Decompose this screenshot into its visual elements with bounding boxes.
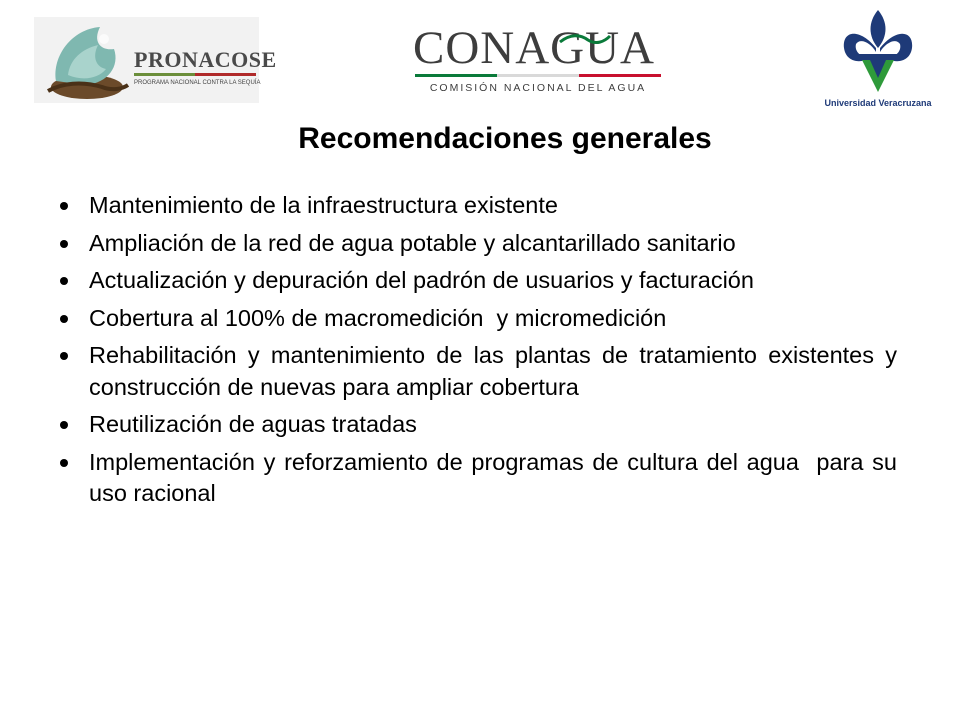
conagua-wave-icon: [558, 32, 612, 46]
list-item-text: Actualización y depuración del padrón de usuarios y facturación: [89, 267, 754, 293]
recommendations-list: [60, 190, 904, 516]
list-item-text: Implementación y reforzamiento de programas de cultura del agua para su uso racional: [89, 448, 904, 506]
bullet-icon: [60, 315, 68, 323]
uv-fleur-de-lis-icon: [840, 8, 916, 94]
conagua-color-bar: [415, 74, 661, 77]
pronacose-rule: [134, 73, 256, 76]
pronacose-logo: [34, 17, 277, 103]
list-item-text: Rehabilitación y mantenimiento de las plantas de tratamiento existentes y construcción de nuevas para ampliar cobertura: [89, 342, 897, 400]
uv-name: Universidad Veracruzana: [824, 98, 932, 108]
bullet-icon: [60, 240, 68, 248]
uv-logo: [818, 8, 938, 114]
list-item: [60, 303, 897, 335]
bullet-icon: [60, 277, 68, 285]
conagua-name: CONAGUA: [413, 22, 655, 74]
bullet-icon: [60, 421, 68, 429]
list-item: [60, 447, 904, 510]
bullet-icon: [60, 459, 68, 467]
pronacose-emblem-icon: [42, 21, 132, 101]
conagua-logo: [410, 22, 666, 100]
list-item: [60, 265, 897, 297]
bullet-icon: [60, 352, 68, 360]
list-item-text: Cobertura al 100% de macromedición y micromedición: [89, 304, 667, 331]
page-title: Recomendaciones generales: [298, 122, 712, 155]
list-item: [60, 409, 897, 441]
list-item-text: Ampliación de la red de agua potable y alcantarillado sanitario: [89, 229, 736, 256]
pronacose-subtitle: PROGRAMA NACIONAL CONTRA LA SEQUÍA: [134, 80, 261, 86]
list-item: [60, 228, 897, 260]
list-item: [60, 190, 897, 222]
pronacose-name: PRONACOSE: [134, 47, 277, 72]
list-item-text: Reutilización de aguas tratadas: [89, 411, 417, 437]
bullet-icon: [60, 202, 68, 210]
list-item-text: Mantenimiento de la infraestructura existente: [89, 192, 558, 218]
list-item: [60, 340, 897, 403]
conagua-subtitle: COMISIÓN NACIONAL DEL AGUA: [429, 82, 647, 94]
